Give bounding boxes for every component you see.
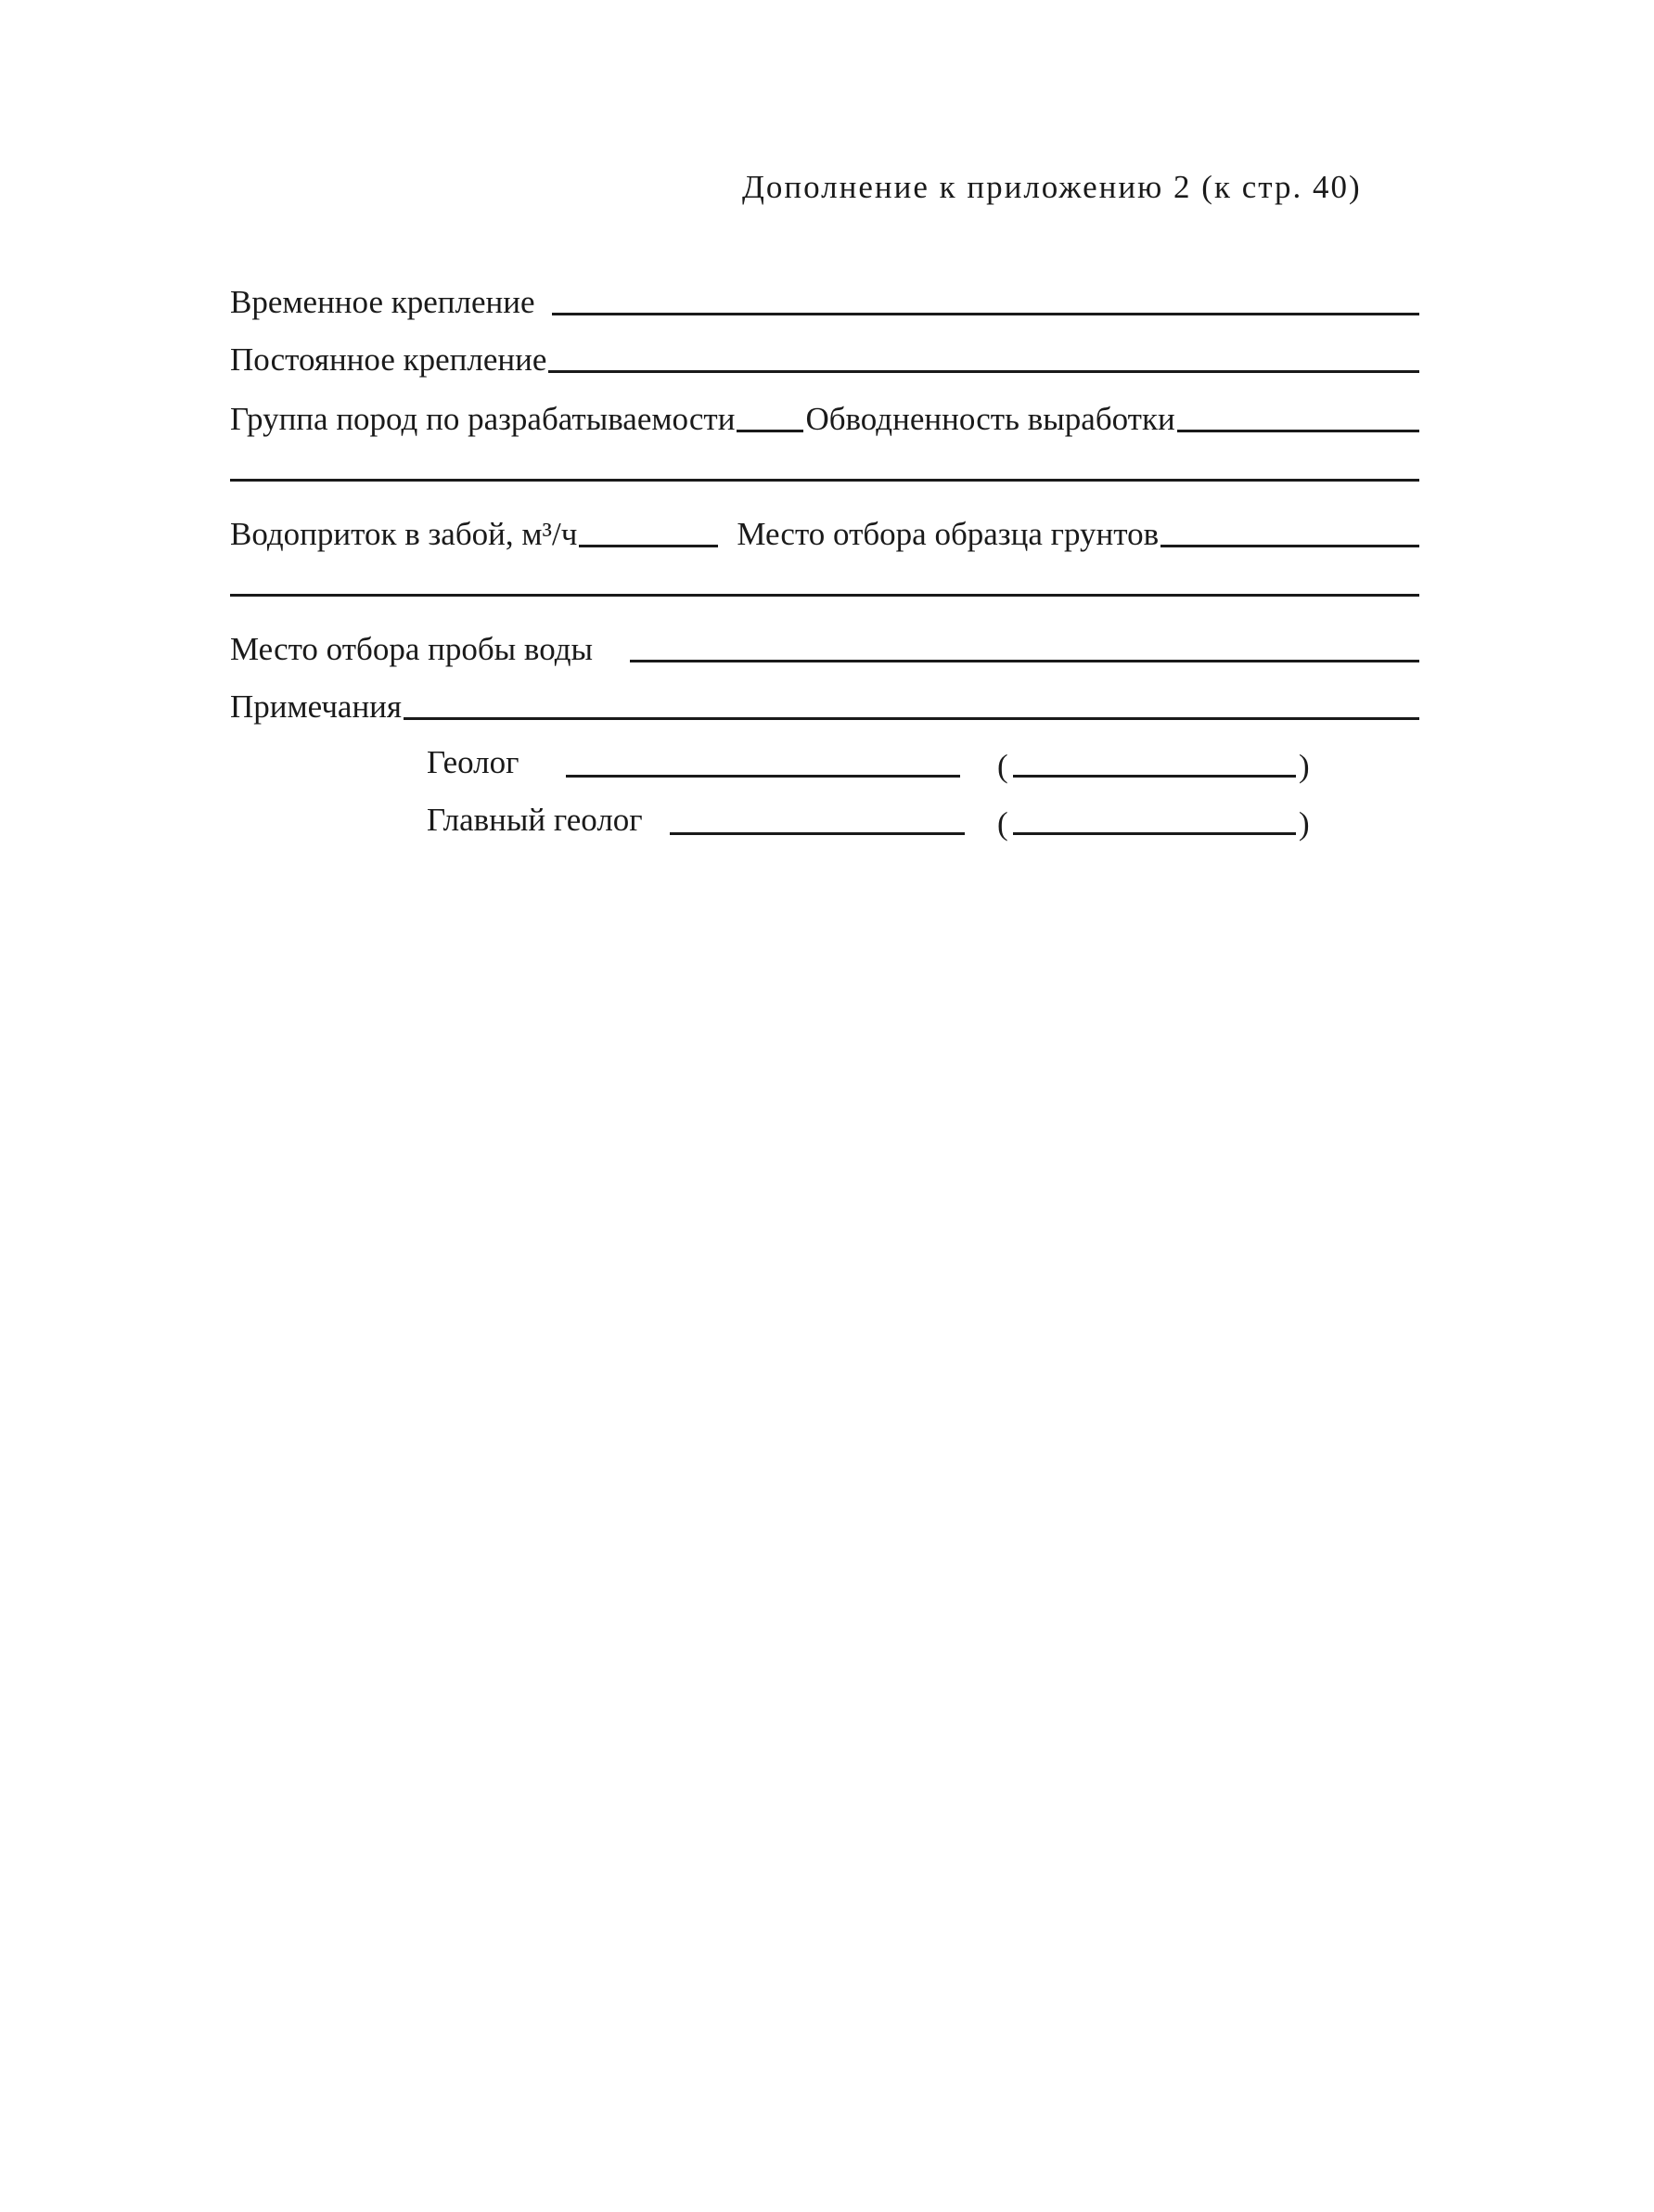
permanent-support-label: Постоянное крепление <box>230 341 547 378</box>
water-sample-place-field[interactable] <box>630 660 1419 662</box>
notes-field[interactable] <box>404 717 1419 720</box>
geologist-label: Геолог <box>427 744 519 780</box>
chief-geologist-label: Главный геолог <box>427 802 643 838</box>
permanent-support-row <box>230 336 1419 379</box>
geologist-signature-field[interactable] <box>566 775 960 778</box>
rock-group-label: Группа пород по разрабатываемости <box>230 401 736 437</box>
temporary-support-label: Временное крепление <box>230 284 535 320</box>
chief-geologist-close-paren: ) <box>1299 805 1310 842</box>
geologist-close-paren: ) <box>1299 748 1310 784</box>
permanent-support-field[interactable] <box>548 370 1419 373</box>
geologist-open-paren: ( <box>997 748 1008 784</box>
rock-group-row <box>230 395 1419 438</box>
rock-group-field[interactable] <box>737 430 803 432</box>
watering-field[interactable] <box>1177 430 1419 432</box>
soil-sample-place-label: Место отбора образца грунтов <box>737 516 1160 552</box>
continuation-line-1[interactable] <box>230 479 1419 482</box>
temporary-support-field[interactable] <box>552 313 1419 315</box>
notes-row <box>230 683 1419 726</box>
water-sample-place-label: Место отбора пробы воды <box>230 631 594 667</box>
geologist-signature-row <box>427 742 1317 785</box>
watering-label: Обводненность выработки <box>805 401 1175 437</box>
water-sample-place-row <box>230 625 1419 668</box>
water-inflow-label: Водоприток в забой, м³/ч <box>230 516 578 552</box>
water-inflow-field[interactable] <box>579 545 718 547</box>
notes-label: Примечания <box>230 688 403 725</box>
geologist-name-field[interactable] <box>1013 775 1296 778</box>
temporary-support-row <box>230 278 1419 321</box>
chief-geologist-signature-row <box>427 800 1317 842</box>
page-header: Дополнение к приложению 2 (к стр. 40) <box>742 169 1362 205</box>
chief-geologist-open-paren: ( <box>997 805 1008 842</box>
soil-sample-place-field[interactable] <box>1160 545 1419 547</box>
chief-geologist-signature-field[interactable] <box>670 832 965 835</box>
continuation-line-2[interactable] <box>230 594 1419 597</box>
chief-geologist-name-field[interactable] <box>1013 832 1296 835</box>
water-inflow-row <box>230 510 1419 553</box>
